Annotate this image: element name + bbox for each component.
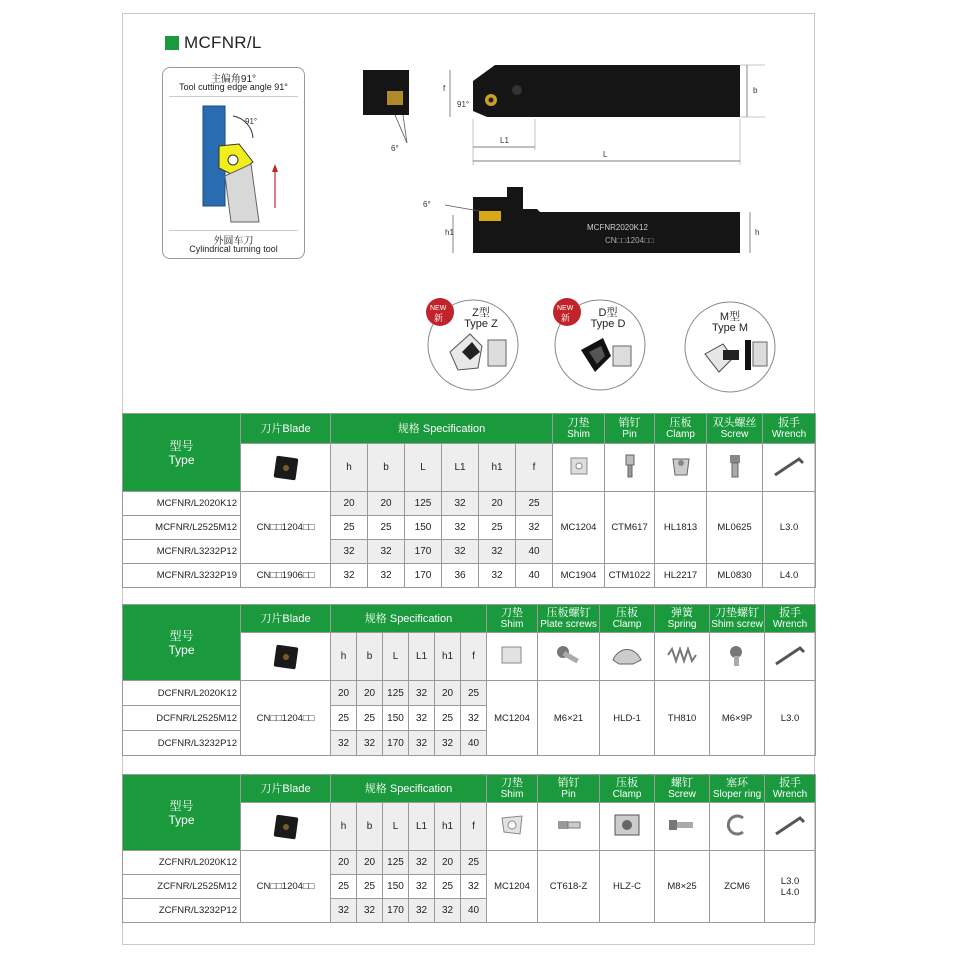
table-cell: DCFNR/L3232P12 [123, 731, 241, 756]
blade-icon-cell [241, 444, 331, 492]
table-cell: 32 [435, 731, 461, 756]
table-cell: 40 [516, 564, 553, 588]
text-span: 弹簧 [671, 606, 694, 619]
text-span: Type [168, 812, 195, 827]
type-z-cn: Z型 [472, 307, 490, 319]
text-span: 扳手 [779, 606, 802, 619]
text-span: Wrench [771, 428, 807, 440]
table-cell [710, 775, 765, 803]
table-row [123, 681, 816, 706]
table-cell: 32 [368, 540, 405, 564]
table-cell: 32 [479, 540, 516, 564]
text-span: 压板 [669, 416, 692, 429]
table-cell: L4.0 [763, 564, 816, 588]
table-cell: DCFNR/L2020K12 [123, 681, 241, 706]
text-span: Wrench [772, 618, 808, 630]
table-cell: 32 [442, 540, 479, 564]
table-cell: 32 [409, 899, 435, 923]
table-cell: CT618-Z [538, 851, 600, 923]
text-span [169, 96, 298, 97]
table-cell: L1 [409, 633, 435, 681]
table-cell [765, 803, 816, 851]
blade-code-a: CN□□1204□□ [241, 492, 331, 564]
part-header-wrench [763, 414, 816, 444]
table-cell: ZCM6 [710, 851, 765, 923]
table-cell: 32 [409, 875, 435, 899]
text-span: L4.0 [780, 886, 800, 898]
table-cell: CTM1022 [605, 564, 655, 588]
table-cell: MCFNR/L3232P19 [123, 564, 241, 588]
type-d-cn: D型 [598, 307, 618, 319]
spec-table-zcfnr [122, 774, 816, 923]
table-cell: 25 [435, 875, 461, 899]
table-cell: 20 [331, 681, 357, 706]
title-square-icon [165, 36, 179, 50]
table-cell: 25 [368, 516, 405, 540]
table-cell: 125 [383, 851, 409, 875]
text-span: Type [168, 452, 195, 467]
part-icon [619, 453, 641, 479]
part-icon [610, 811, 644, 839]
table-cell: M6×9P [710, 681, 765, 756]
table-cell: 170 [405, 540, 442, 564]
table-cell: 25 [331, 516, 368, 540]
diagram-label: 新 [434, 314, 444, 324]
table-cell [600, 775, 655, 803]
part-header-clamp [655, 414, 707, 444]
table-cell [538, 803, 600, 851]
table-cell: 32 [357, 731, 383, 756]
table-cell: 125 [383, 681, 409, 706]
type-z-badge [418, 290, 528, 400]
text-span: Shim screw [711, 618, 763, 630]
table-cell: h1 [435, 633, 461, 681]
text-span: Clamp [612, 618, 642, 630]
col-h: h [331, 444, 368, 492]
spec-header: 规格 Specification [331, 414, 553, 444]
table-cell: 40 [461, 899, 487, 923]
page-title: MCFNR/L [184, 33, 262, 52]
angle-info-box [162, 67, 305, 259]
table-cell: 40 [461, 731, 487, 756]
dim-l1-label: L1 [500, 136, 509, 145]
table-cell: 25 [357, 706, 383, 731]
table-cell [710, 633, 765, 681]
part-header-screw [707, 414, 763, 444]
text-span: Type [168, 642, 195, 657]
text-span: Pin [561, 788, 576, 800]
text-span: Screw [668, 788, 696, 800]
table-cell: MC1904 [553, 564, 605, 588]
col-f: f [516, 444, 553, 492]
blade-code-b: CN□□1906□□ [241, 564, 331, 588]
table-cell: 170 [383, 731, 409, 756]
table-cell: 125 [405, 492, 442, 516]
table-row [123, 775, 816, 803]
table-cell [538, 775, 600, 803]
table-cell: 32 [435, 899, 461, 923]
table-cell: L3.0 [765, 681, 816, 756]
table-cell: h1 [435, 803, 461, 851]
table-cell [710, 605, 765, 633]
table-cell: L1 [409, 803, 435, 851]
pin-icon-cell [605, 444, 655, 492]
text-span: L3.0 [780, 875, 800, 887]
insert-icon-3 [273, 814, 298, 839]
col-b: b [368, 444, 405, 492]
type-m-en: Type M [711, 322, 749, 334]
table-cell: 32 [409, 706, 435, 731]
table-cell [655, 775, 710, 803]
part-icon [772, 812, 808, 838]
diagram-label: 新 [561, 314, 571, 324]
text-span: 塞环 [726, 776, 749, 789]
blade-code-2: CN□□1204□□ [241, 681, 331, 756]
table-cell [600, 803, 655, 851]
text-span: 销钉 [557, 776, 580, 789]
side-view-drawing [415, 185, 775, 265]
table-cell: 150 [383, 706, 409, 731]
table-cell: 32 [409, 731, 435, 756]
text-span: Sloper ring [712, 788, 762, 800]
table-row [123, 414, 816, 444]
shim-icon-cell [553, 444, 605, 492]
table-cell: ZCFNR/L2525M12 [123, 875, 241, 899]
blade-header-2: 刀片Blade [241, 605, 331, 633]
part-icon [499, 643, 525, 667]
text-span: Shim [500, 618, 524, 630]
dim-h1-label: h1 [445, 228, 454, 237]
text-span: 刀垫螺钉 [715, 606, 760, 619]
dim-b-label: b [753, 86, 758, 95]
table-cell [765, 851, 816, 923]
top-view-drawing [355, 55, 775, 170]
text-span: 型号 [169, 798, 194, 813]
col-h1: h1 [479, 444, 516, 492]
table-cell: MCFNR/L3232P12 [123, 540, 241, 564]
table-cell: 25 [461, 851, 487, 875]
table-cell: 32 [461, 875, 487, 899]
table-cell: 20 [357, 681, 383, 706]
spec-table-dcfnr [122, 604, 816, 756]
text-span: Spring [667, 618, 697, 630]
table-cell: 32 [331, 540, 368, 564]
part-icon [498, 812, 526, 838]
dim-l-label: L [603, 150, 608, 159]
wrench-icon-cell [763, 444, 816, 492]
turning-label-en: Cylindrical turning tool [189, 244, 278, 254]
part-icon [665, 645, 699, 665]
table-cell [765, 775, 816, 803]
table-cell: f [461, 803, 487, 851]
table-cell: L3.0 [763, 492, 816, 564]
table-cell: 20 [479, 492, 516, 516]
text-span: Clamp [666, 428, 695, 440]
text-span: 刀垫 [501, 776, 524, 789]
table-row [123, 851, 816, 875]
text-span: 型号 [169, 438, 194, 453]
table-cell: 32 [516, 516, 553, 540]
part-icon [771, 453, 807, 479]
angle-91-label: 91° [245, 117, 258, 126]
title-block [165, 33, 262, 53]
table-cell: b [357, 633, 383, 681]
table-cell: 32 [331, 564, 368, 588]
table-cell: 32 [357, 899, 383, 923]
table-row [123, 564, 816, 588]
spec-header-3: 规格 Specification [331, 775, 487, 803]
angle-91-label-b: 91° [457, 100, 470, 109]
table-cell [487, 803, 538, 851]
text-span: 扳手 [779, 776, 802, 789]
table-cell: MC1204 [553, 492, 605, 564]
table-cell: 170 [405, 564, 442, 588]
table-cell: CTM617 [605, 492, 655, 564]
table-cell: HL1813 [655, 492, 707, 564]
col-l1: L1 [442, 444, 479, 492]
table-cell: 25 [357, 875, 383, 899]
table-cell [600, 633, 655, 681]
table-cell [538, 633, 600, 681]
table-cell [600, 605, 655, 633]
turning-diagram [163, 98, 306, 230]
table-cell: 20 [331, 492, 368, 516]
blade-code-3: CN□□1204□□ [241, 851, 331, 923]
part-icon [724, 453, 746, 479]
text-span: 压板 [616, 776, 639, 789]
table-cell: 36 [442, 564, 479, 588]
angle-6-label-a: 6° [391, 144, 399, 153]
table-cell: HLZ-C [600, 851, 655, 923]
text-span: 销钉 [618, 416, 641, 429]
table-cell: 32 [409, 851, 435, 875]
table-cell: 150 [383, 875, 409, 899]
table-cell: 20 [368, 492, 405, 516]
table-cell [765, 633, 816, 681]
table-cell: 32 [461, 706, 487, 731]
insert-icon [273, 455, 298, 480]
table-cell: 25 [461, 681, 487, 706]
table-cell: 25 [516, 492, 553, 516]
col-l: L [405, 444, 442, 492]
table-cell: MC1204 [487, 681, 538, 756]
table-cell: L [383, 803, 409, 851]
table-cell: b [357, 803, 383, 851]
table-cell: 20 [435, 851, 461, 875]
part-icon [554, 815, 584, 835]
text-span [169, 230, 298, 231]
part-icon [609, 642, 645, 668]
table-cell [765, 605, 816, 633]
table-cell: ML0830 [707, 564, 763, 588]
body-marking: MCFNR2020K12 [587, 223, 648, 232]
angle-title-cn: 主偏角91° [210, 74, 257, 85]
table-cell [487, 605, 538, 633]
type-d-badge [545, 290, 655, 400]
table-cell: 20 [357, 851, 383, 875]
insert-icon-2 [273, 644, 298, 669]
diagram-label: NEW [557, 305, 574, 312]
table-cell [241, 803, 331, 851]
body-marking-small: CN□□1204□□ [605, 236, 654, 245]
table-cell: 20 [435, 681, 461, 706]
angle-title-en: Tool cutting edge angle 91° [179, 82, 288, 92]
table-cell: ZCFNR/L2020K12 [123, 851, 241, 875]
type-d-en: Type D [590, 318, 626, 330]
part-icon [772, 642, 808, 668]
table-cell [538, 605, 600, 633]
table-cell: 25 [331, 875, 357, 899]
clamp-icon-cell [655, 444, 707, 492]
table-cell: 32 [331, 731, 357, 756]
table-cell [241, 633, 331, 681]
part-icon [724, 642, 750, 668]
text-span: 扳手 [778, 416, 801, 429]
table-cell: 32 [442, 492, 479, 516]
table-cell: f [461, 633, 487, 681]
type-header [123, 414, 241, 492]
text-span: 压板螺钉 [546, 606, 591, 619]
table-cell: h [331, 633, 357, 681]
table-cell: 25 [435, 706, 461, 731]
screw-icon-cell [707, 444, 763, 492]
table-cell: 32 [409, 681, 435, 706]
table-cell: M8×25 [655, 851, 710, 923]
table-cell: 32 [331, 899, 357, 923]
table-cell: 25 [479, 516, 516, 540]
turning-label-cn: 外圆车刀 [213, 236, 254, 247]
table-cell [655, 803, 710, 851]
diagram-label: NEW [430, 305, 447, 312]
table-cell: 32 [368, 564, 405, 588]
type-header-3 [123, 775, 241, 851]
table-cell: 170 [383, 899, 409, 923]
dim-f-label: f [443, 84, 446, 93]
table-cell: ZCFNR/L3232P12 [123, 899, 241, 923]
part-icon [665, 815, 699, 835]
text-span: 双头螺丝 [712, 416, 757, 429]
dim-h-label: h [755, 228, 760, 237]
text-span: Wrench [772, 788, 808, 800]
text-span: Pin [622, 428, 637, 440]
text-span: 型号 [169, 628, 194, 643]
type-z-en: Type Z [464, 318, 498, 330]
part-header-pin [605, 414, 655, 444]
angle-6-label-b: 6° [423, 200, 431, 209]
table-cell: 20 [331, 851, 357, 875]
table-row [123, 605, 816, 633]
table-cell [655, 605, 710, 633]
table-cell: 150 [405, 516, 442, 540]
table-cell: L [383, 633, 409, 681]
table-cell: MCFNR/L2020K12 [123, 492, 241, 516]
part-icon [568, 455, 590, 477]
spec-table-mcfnr [122, 413, 816, 588]
text-span: Shim [500, 788, 524, 800]
text-span: 刀垫 [501, 606, 524, 619]
table-cell [487, 633, 538, 681]
blade-header-3: 刀片Blade [241, 775, 331, 803]
spec-header-2: 规格 Specification [331, 605, 487, 633]
table-cell: h [331, 803, 357, 851]
text-span: 螺钉 [671, 776, 694, 789]
text-span: Plate screws [540, 618, 597, 630]
part-icon [724, 812, 750, 838]
text-span: Clamp [612, 788, 642, 800]
type-m-cn: M型 [719, 311, 741, 323]
table-cell: 32 [442, 516, 479, 540]
table-cell [655, 633, 710, 681]
type-header-2 [123, 605, 241, 681]
text-span: 压板 [616, 606, 639, 619]
table-cell: 25 [331, 706, 357, 731]
text-span: Screw [720, 428, 749, 440]
table-cell [487, 775, 538, 803]
table-cell: HLD-1 [600, 681, 655, 756]
type-m-badge [675, 292, 785, 402]
part-icon [669, 453, 693, 479]
table-cell [710, 803, 765, 851]
table-cell: HL2217 [655, 564, 707, 588]
table-cell: DCFNR/L2525M12 [123, 706, 241, 731]
table-cell: TH810 [655, 681, 710, 756]
table-cell: ML0625 [707, 492, 763, 564]
text-span: 刀垫 [567, 416, 590, 429]
text-span: Shim [567, 428, 590, 440]
table-cell: M6×21 [538, 681, 600, 756]
table-cell: 32 [479, 564, 516, 588]
part-icon [553, 642, 585, 668]
table-cell: MCFNR/L2525M12 [123, 516, 241, 540]
part-header-shim [553, 414, 605, 444]
table-row [123, 492, 816, 516]
table-cell: 40 [516, 540, 553, 564]
table-cell: MC1204 [487, 851, 538, 923]
blade-header: 刀片Blade [241, 414, 331, 444]
